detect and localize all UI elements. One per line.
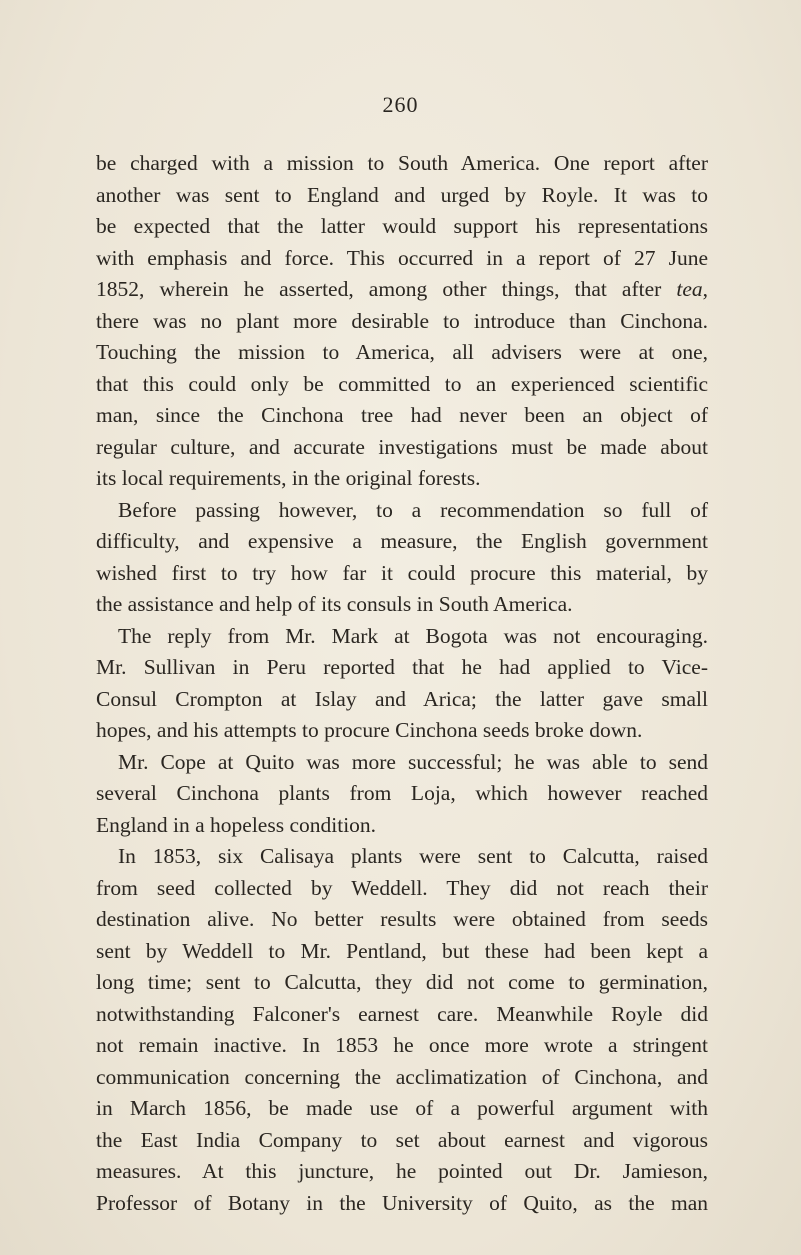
text-line-22: England in a hopeless condition. [96, 812, 377, 837]
text-line-31: in March 1856, be made use of a powerful argument with [96, 1096, 708, 1120]
text-line-30: communication concerning the acclimatization of Cinchona, and [96, 1064, 708, 1089]
text-line-5-start: 1852, wherein he asserted, among other things, that after [96, 277, 677, 301]
page-number: 260 [382, 92, 419, 117]
text-line-11: its local requirements, in the original forests. [96, 466, 481, 490]
text-line-5-end: , [702, 277, 708, 301]
text-line-9: man, since the Cinchona tree had never been an object of [96, 403, 708, 427]
text-line-26: sent by Weddell to Mr. Pentland, but these had been kept a [96, 938, 708, 963]
text-line-5 [96, 274, 708, 306]
body-text [96, 148, 708, 1219]
text-line-28: notwithstanding Falconer's earnest care. Meanwhile Royle did [96, 1001, 708, 1026]
text-line-23: In 1853, six Calisaya plants were sent to Calcutta, raised [118, 844, 708, 868]
text-line-24: from seed collected by Weddell. They did not reach their [96, 875, 708, 900]
text-line-34: Professor of Botany in the University of Quito, as the man [96, 1190, 708, 1215]
text-line-6: there was no plant more desirable to introduce than Cinchona. [96, 308, 708, 333]
text-line-12: Before passing however, to a recommendation so full of [118, 497, 708, 522]
text-line-32: the East India Company to set about earnest and vigorous [96, 1127, 708, 1152]
text-line-18: Consul Crompton at Islay and Arica; the latter gave small [96, 686, 708, 711]
text-line-20: Mr. Cope at Quito was more successful; he was able to send [118, 749, 708, 774]
text-line-3: be expected that the latter would support his representations [96, 214, 708, 238]
text-line-1: be charged with a mission to South America. One report after [96, 151, 708, 175]
text-line-17: Mr. Sullivan in Peru reported that he had applied to Vice- [96, 655, 708, 679]
text-line-13: difficulty, and expensive a measure, the English government [96, 529, 708, 553]
text-line-10: regular culture, and accurate investigations must be made about [96, 434, 708, 459]
text-line-15: the assistance and help of its consuls in South America. [96, 592, 573, 616]
text-line-2: another was sent to England and urged by Royle. It was to [96, 182, 708, 207]
text-line-33: measures. At this juncture, he pointed out Dr. Jamieson, [96, 1159, 708, 1183]
italic-word-tea: tea [676, 277, 703, 301]
text-line-19: hopes, and his attempts to procure Cinchona seeds broke down. [96, 718, 643, 742]
text-line-21: several Cinchona plants from Loja, which however reached [96, 781, 708, 805]
text-line-16: The reply from Mr. Mark at Bogota was not encouraging. [118, 623, 708, 648]
text-line-27: long time; sent to Calcutta, they did not come to germination, [96, 970, 708, 994]
text-line-4: with emphasis and force. This occurred in a report of 27 June [96, 245, 708, 270]
text-line-25: destination alive. No better results were obtained from seeds [96, 907, 708, 931]
text-line-7: Touching the mission to America, all advisers were at one, [96, 340, 708, 364]
text-line-8: that this could only be committed to an experienced scientific [96, 371, 708, 396]
text-line-29: not remain inactive. In 1853 he once more wrote a stringent [96, 1033, 708, 1057]
text-line-14: wished first to try how far it could procure this material, by [96, 560, 708, 585]
